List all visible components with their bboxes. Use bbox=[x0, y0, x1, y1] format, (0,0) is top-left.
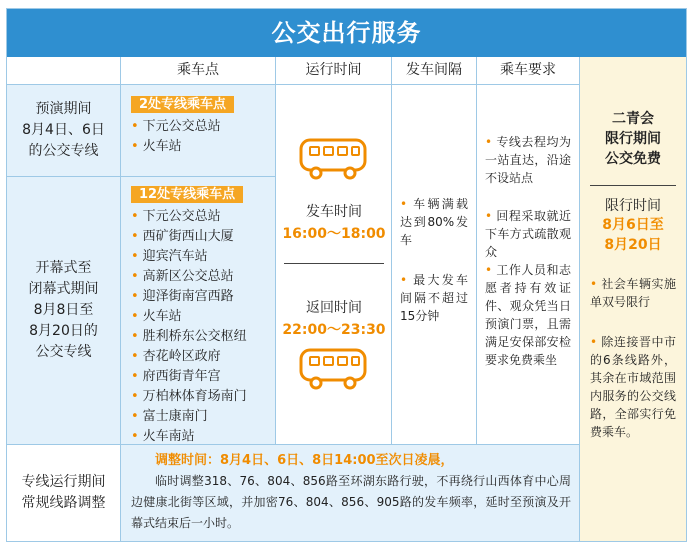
schedule-cell bbox=[276, 85, 392, 445]
page-title: 公交出行服务 bbox=[7, 9, 686, 57]
list-item: • 杏花岭区政府 bbox=[131, 349, 221, 364]
opening-stops bbox=[121, 177, 276, 445]
header-interval: 发车间隔 bbox=[392, 57, 477, 85]
requirement-point-1: • 专线去程均为一站直达，沿途不设站点 bbox=[485, 135, 571, 185]
adjust-body: 临时调整318、76、804、856路至环湖东路行驶，不再绕行山西体育中心周边健康北街等区域，并加密76、804、856、905路的发车频率，延时至预演及开幕式结束后一小时。 bbox=[131, 474, 571, 530]
return-time: 22:00～23:30 bbox=[282, 322, 386, 338]
rehearsal-badge: 2处专线乘车点 bbox=[131, 96, 234, 113]
return-label: 返回时间 bbox=[306, 300, 362, 316]
list-item: • 迎泽街南宫西路 bbox=[131, 289, 234, 304]
free-cell bbox=[580, 57, 686, 541]
list-item: • 胜利桥东公交枢纽 bbox=[131, 329, 247, 344]
list-item: • 下元公交总站 bbox=[131, 119, 221, 134]
adjust-label: 专线运行期间 常规线路调整 bbox=[7, 445, 121, 541]
list-item: • 火车站 bbox=[131, 309, 182, 324]
list-item: • 高新区公交总站 bbox=[131, 269, 234, 284]
list-item: • 火车南站 bbox=[131, 429, 195, 444]
list-item: • 万柏林体育场南门 bbox=[131, 389, 247, 404]
period-dates: 8月6日至 8月20日 bbox=[602, 217, 664, 253]
interval-cell bbox=[392, 85, 477, 445]
rehearsal-label: 预演期间 8月4日、6日 的公交专线 bbox=[7, 85, 121, 177]
header-requirements: 乘车要求 bbox=[477, 57, 580, 85]
opening-label: 开幕式至 闭幕式期间 8月8日至 8月20日的 公交专线 bbox=[7, 177, 121, 445]
free-divider bbox=[590, 185, 676, 186]
opening-badge: 12处专线乘车点 bbox=[131, 186, 243, 203]
requirement-point-3: • 工作人员和志愿者持有效证件、观众凭当日预演门票，且需满足安保部安检要求免费乘坐 bbox=[485, 263, 571, 367]
free-point-1: • 社会车辆实施单双号限行 bbox=[590, 277, 676, 309]
interval-point-2: • 最大发车间隔不超过15分钟 bbox=[400, 273, 468, 323]
adjust-time-line: 调整时间：8月4日、6日、8日14:00至次日凌晨， bbox=[155, 453, 454, 468]
list-item: • 下元公交总站 bbox=[131, 209, 221, 224]
requirement-point-2: • 回程采取就近下车方式疏散观众 bbox=[485, 209, 571, 259]
schedule-divider bbox=[284, 263, 384, 264]
bus-icon bbox=[298, 347, 368, 391]
rehearsal-stop-list bbox=[131, 117, 275, 157]
bus-icon bbox=[298, 137, 368, 181]
period-label: 限行时间 bbox=[605, 198, 661, 214]
list-item: • 府西街青年宫 bbox=[131, 369, 221, 384]
header-blank bbox=[7, 57, 121, 85]
rehearsal-stops bbox=[121, 85, 276, 177]
depart-label: 发车时间 bbox=[306, 204, 362, 220]
service-table bbox=[6, 8, 687, 542]
requirements-cell bbox=[477, 85, 580, 445]
interval-point-1: • 车辆满载达到80%发车 bbox=[400, 197, 468, 247]
free-title: 二青会 限行期间 公交免费 bbox=[605, 111, 661, 167]
adjust-content bbox=[121, 445, 580, 541]
header-stop: 乘车点 bbox=[121, 57, 276, 85]
depart-time: 16:00～18:00 bbox=[282, 226, 386, 242]
header-time: 运行时间 bbox=[276, 57, 392, 85]
list-item: • 火车站 bbox=[131, 139, 182, 154]
list-item: • 西矿街西山大厦 bbox=[131, 229, 234, 244]
list-item: • 富士康南门 bbox=[131, 409, 208, 424]
free-point-2: • 除连接晋中市的6条线路外，其余在市域范围内服务的公交线路，全部实行免费乘车。 bbox=[590, 335, 676, 439]
opening-stop-list bbox=[131, 207, 275, 447]
list-item: • 迎宾汽车站 bbox=[131, 249, 208, 264]
